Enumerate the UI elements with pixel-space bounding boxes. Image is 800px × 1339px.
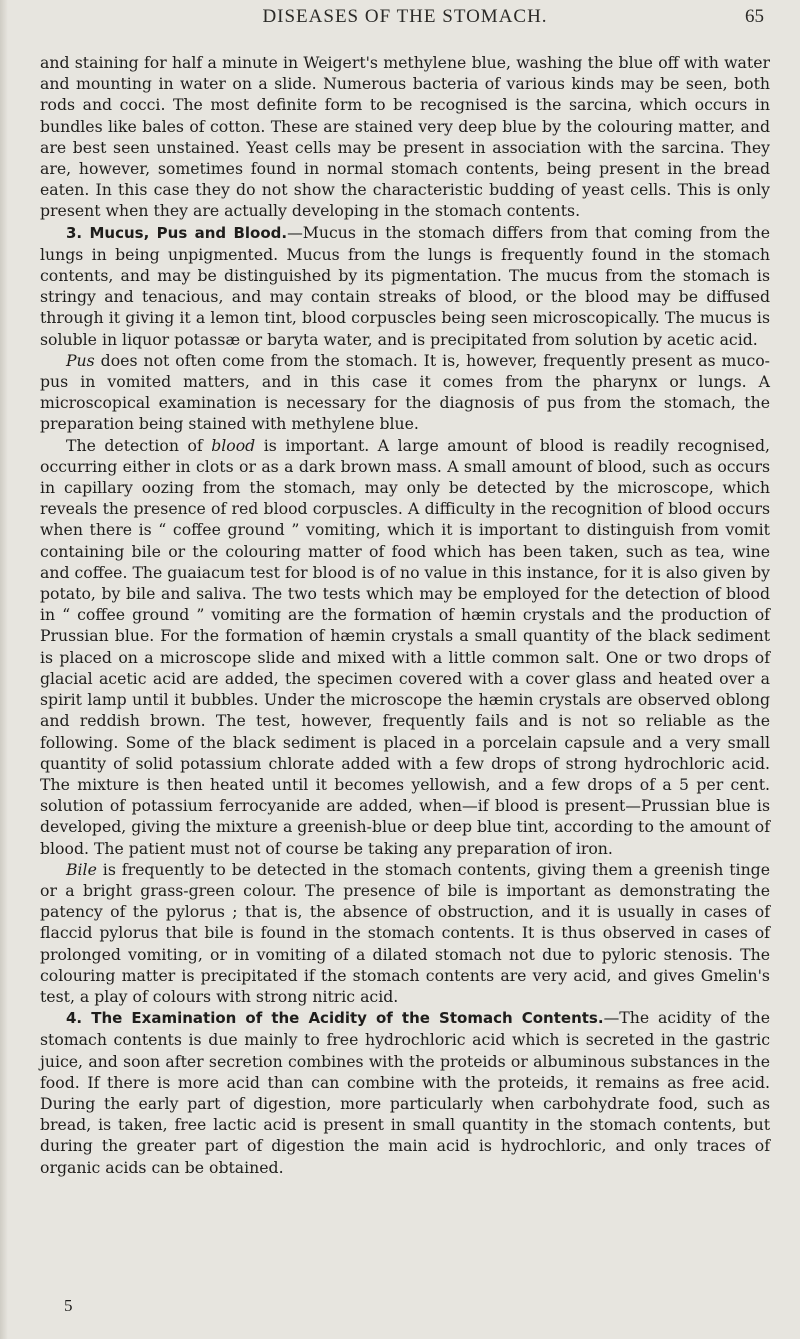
paragraph-text: —Mucus in the stomach differs from that coming from the lungs in being unpigmented. Mucus from the lungs is frequently found in the stomach contents, and may be distinguished by its pigmentation. The mucus from the stomach is stringy and tenacious, and may contain streaks of blood, or the blood may be diffused through it giving it a lemon tint, blood corpuscles being seen microscopically. The mucus is soluble in liquor potassæ or baryta water, and is precipitated from solution by acetic acid. — [40, 222, 770, 349]
paragraph-acidity — [40, 1007, 770, 1178]
paragraph-mucus — [40, 222, 770, 350]
paragraph-text: —The acidity of the stomach contents is due mainly to free hydrochloric acid which is secreted in the gastric juice, and soon after secretion combines with the proteids or albuminous substances in the food. If there is more acid than can combine with the proteids, it remains as free acid. During the early part of digestion, more particularly when carbohydrate food, such as bread, is taken, free lactic acid is present in small quantity in the stomach contents, but during the greater part of digestion the main acid is hydrochloric, and only traces of organic acids can be obtained. — [40, 1008, 770, 1177]
signature-mark: 5 — [64, 1296, 73, 1315]
paragraph-pus — [40, 350, 770, 435]
paragraph-blood — [40, 435, 770, 859]
term-blood: blood — [211, 435, 256, 455]
paragraph-text: is important. A large amount of blood is readily recognised, occurring either in clots or as a dark brown mass. A small amount of blood, such as occurs in capillary oozing from the stomach, may only be detected by the microscope, which reveals the presence of red blood corpuscles. A difficulty in the recognition of blood occurs when there is “ coffee ground ” vomiting, which it is important to distinguish from vomit containing bile or the colouring matter of food which has been taken, such as tea, wine and coffee. The guaiacum test for blood is of no value in this instance, for it is also given by potato, by bile and saliva. The two tests which may be employed for the detection of blood in “ coffee ground ” vomiting are the formation of hæmin crystals and the production of Prussian blue. For the formation of hæmin crystals a small quantity of the black sediment is placed on a microscope slide and mixed with a little common salt. One or two drops of glacial acetic acid are added, the specimen covered with a cover glass and heated over a spirit lamp until it bubbles. Under the microscope the hæmin crystals are observed oblong and reddish brown. The test, however, frequently fails and is not so reliable as the following. Some of the black sediment is placed in a porcelain capsule and a very small quantity of solid potassium chlorate added with a few drops of strong hydrochloric acid. The mixture is then heated until it becomes yellowish, and a few drops of a 5 per cent. solution of potassium ferrocyanide are added, when—if blood is present—Prussian blue is developed, giving the mixture a greenish-blue or deep blue tint, according to the amount of blood. The patient must not of course be taking any preparation of iron. — [40, 435, 770, 858]
term-bile: Bile — [66, 859, 97, 879]
running-head — [40, 0, 770, 30]
paragraph-sarcina — [40, 52, 770, 222]
section-heading-mucus-pus-blood: 3. Mucus, Pus and Blood. — [66, 223, 288, 242]
section-heading-acidity: 4. The Examination of the Acidity of the Stomach Contents. — [66, 1009, 604, 1028]
paragraph-text: does not often come from the stomach. It is, however, frequently present as muco-pus in vomited matters, and in this case it comes from the pharynx or lungs. A microscopical examination is necessary for the diagnosis of pus from the stomach, the preparation being stained with methylene blue. — [40, 350, 770, 434]
page-edge-shadow — [0, 0, 8, 1339]
paragraph-lead: The detection of — [66, 435, 212, 455]
paragraph-text: is frequently to be detected in the stomach contents, giving them a greenish tinge or a bright grass-green colour. The presence of bile is important as demonstrating the patency of the pylorus ; that is, the absence of obstruction, and it is usually in cases of flaccid pylorus that bile is found in the stomach contents. It is thus observed in cases of prolonged vomiting, or in vomiting of a dilated stomach not due to pyloric stenosis. The colouring matter is precipitated if the stomach contents are very acid, and gives Gmelin's test, a play of colours with strong nitric acid. — [40, 859, 770, 1006]
page-number: 65 — [745, 6, 764, 27]
paragraph-bile — [40, 859, 770, 1007]
term-pus: Pus — [66, 350, 95, 370]
body-text — [40, 52, 770, 1178]
running-title: DISEASES OF THE STOMACH. — [262, 6, 548, 27]
paragraph-text: and staining for half a minute in Weigert's methylene blue, washing the blue off with water and mounting in water on a slide. Numerous bacteria of various kinds may be seen, both rods and cocci. The most definite form to be recognised is the sarcina, which occurs in bundles like bales of cotton. These are stained very deep blue by the colouring matter, and are best seen unstained. Yeast cells may be present in association with the sarcina. They are, however, sometimes found in normal stomach contents, being present in the bread eaten. In this case they do not show the characteristic budding of yeast cells. This is only present when they are actually developing in the stomach contents. — [40, 53, 770, 221]
